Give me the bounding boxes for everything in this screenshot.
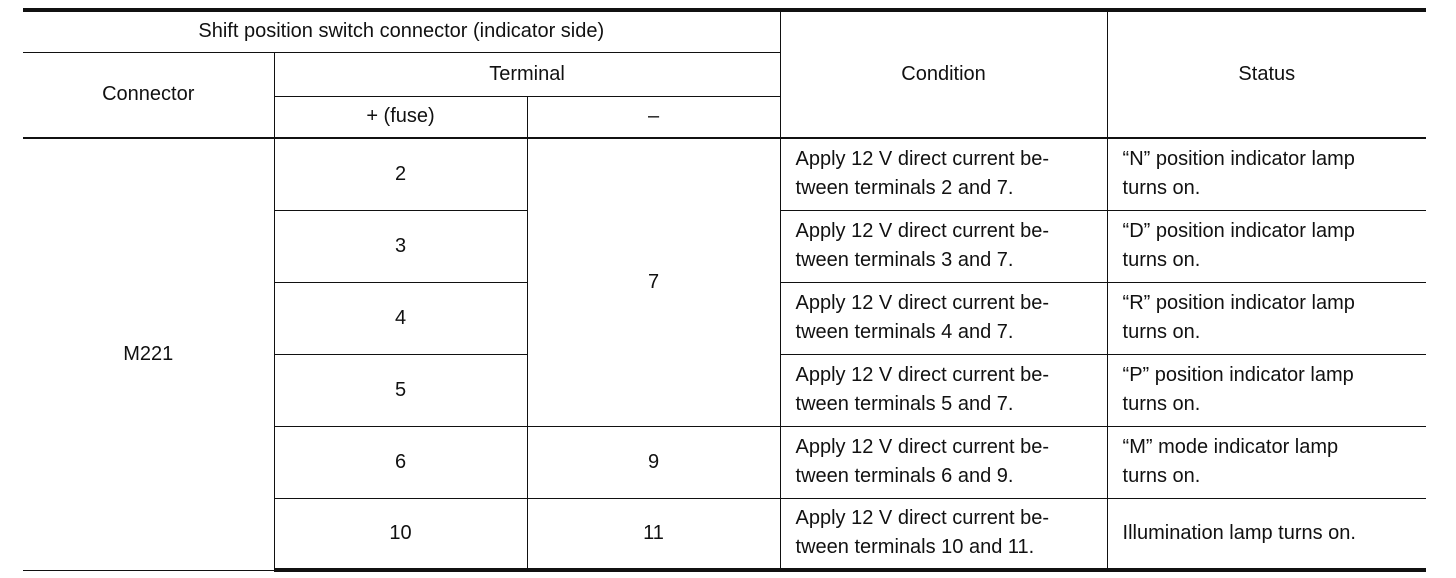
connector-header: Connector (23, 52, 274, 138)
plus-terminal-cell: 10 (274, 498, 527, 570)
condition-cell (780, 210, 1107, 282)
terminal-inspection-table (23, 8, 1426, 572)
status-line: “R” position indicator lamp (1122, 292, 1355, 314)
condition-line: Apply 12 V direct current be- (795, 507, 1049, 530)
condition-line: tween terminals 2 and 7. (795, 177, 1014, 200)
status-cell (1107, 498, 1426, 570)
status-line: “M” mode indicator lamp (1122, 436, 1339, 458)
status-line: turns on. (1122, 465, 1201, 487)
group-title-header: Shift position switch connector (indicator side) (23, 10, 780, 52)
condition-cell (780, 138, 1107, 210)
status-cell (1107, 210, 1426, 282)
status-cell (1107, 282, 1426, 354)
table-row (23, 138, 1426, 210)
terminal-header: Terminal (274, 52, 780, 96)
condition-line: Apply 12 V direct current be- (795, 436, 1049, 458)
condition-line: tween terminals 10 and 11. (795, 536, 1035, 559)
plus-fuse-header: + (fuse) (274, 96, 527, 138)
condition-line: Apply 12 V direct current be- (795, 364, 1049, 386)
status-header: Status (1107, 10, 1426, 138)
status-cell (1107, 426, 1426, 498)
status-line: turns on. (1122, 177, 1201, 200)
status-line: “D” position indicator lamp (1122, 220, 1355, 242)
plus-terminal-cell: 3 (274, 210, 527, 282)
minus-terminal-cell: 7 (527, 138, 780, 426)
condition-cell (780, 354, 1107, 426)
minus-header: – (527, 96, 780, 138)
plus-terminal-cell: 2 (274, 138, 527, 210)
status-line: turns on. (1122, 393, 1201, 415)
status-line: turns on. (1122, 249, 1201, 271)
connector-cell: M221 (23, 138, 274, 570)
condition-cell (780, 282, 1107, 354)
status-cell (1107, 354, 1426, 426)
condition-line: tween terminals 4 and 7. (795, 321, 1014, 343)
status-line: turns on. (1122, 321, 1201, 343)
minus-terminal-cell: 11 (527, 498, 780, 570)
status-cell (1107, 138, 1426, 210)
plus-terminal-cell: 6 (274, 426, 527, 498)
condition-line: Apply 12 V direct current be- (795, 148, 1049, 171)
minus-terminal-cell: 9 (527, 426, 780, 498)
condition-line: Apply 12 V direct current be- (795, 292, 1049, 314)
plus-terminal-cell: 4 (274, 282, 527, 354)
condition-cell (780, 426, 1107, 498)
plus-terminal-cell: 5 (274, 354, 527, 426)
header-row-1 (23, 10, 1426, 52)
condition-line: tween terminals 3 and 7. (795, 249, 1014, 271)
status-line: Illumination lamp turns on. (1122, 521, 1356, 544)
condition-header: Condition (780, 10, 1107, 138)
condition-cell (780, 498, 1107, 570)
condition-line: tween terminals 5 and 7. (795, 393, 1014, 415)
condition-line: Apply 12 V direct current be- (795, 220, 1049, 242)
status-line: “P” position indicator lamp (1122, 364, 1354, 386)
condition-line: tween terminals 6 and 9. (795, 465, 1014, 487)
status-line: “N” position indicator lamp (1122, 148, 1355, 171)
